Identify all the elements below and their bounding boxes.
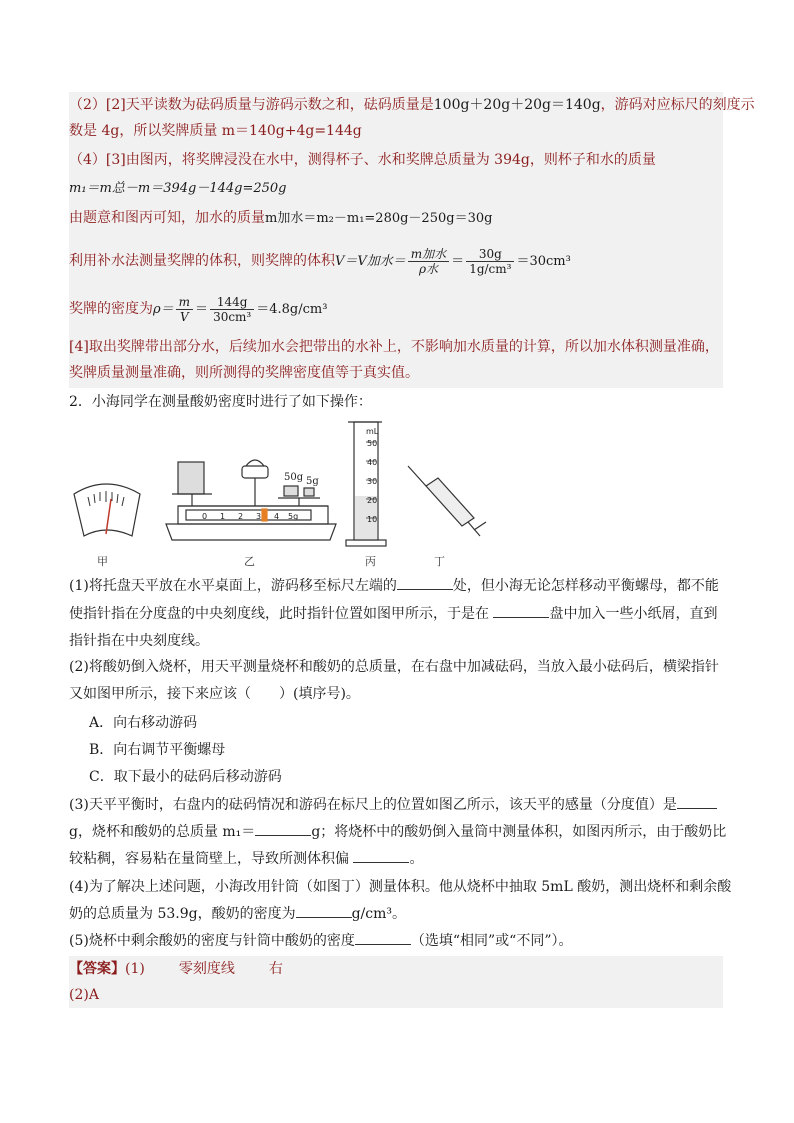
blank-same-different[interactable] xyxy=(355,944,411,945)
answer-value: 右 xyxy=(268,961,283,977)
option-a[interactable] xyxy=(69,712,743,734)
question-text: g，烧杯和酸奶的总质量 m₁＝ xyxy=(69,824,256,840)
syringe-figure xyxy=(408,466,486,536)
question-4-line-2 xyxy=(69,903,723,925)
solution-math: m加水＝m₂－m₁=280g－250g＝30g xyxy=(265,211,493,226)
blank-zero-mark[interactable] xyxy=(397,589,453,590)
cylinder-tick: 30 xyxy=(367,477,378,486)
answer-line-1 xyxy=(69,958,723,980)
question-text: (5)烧杯中剩余酸奶的密度与针筒中酸奶的密度 xyxy=(69,933,355,949)
question-text: 奶的总质量为 53.9g，酸奶的密度为 xyxy=(69,906,296,922)
question-3-line-1 xyxy=(69,794,723,816)
figure-label-ding: 丁 xyxy=(434,555,445,568)
question-3-line-2 xyxy=(69,821,727,843)
solution-line-2 xyxy=(69,120,723,142)
solution-text: 利用补水法测量奖牌的体积，则奖牌的体积 xyxy=(69,253,335,269)
question-text: g；将烧杯中的酸奶倒入量筒中测量体积，如图丙所示，由于酸奶比 xyxy=(311,824,727,840)
answer-value: 零刻度线 xyxy=(178,961,235,977)
question-3-line-3 xyxy=(69,848,723,870)
question-text: g/cm³。 xyxy=(351,906,407,922)
denominator: 1g/cm³ xyxy=(469,261,512,276)
ruler-tick: 4 xyxy=(274,512,280,521)
fraction xyxy=(176,295,193,324)
question-text: (4)为了解决上述问题，小海改用针筒（如图丁）测量体积。他从烧杯中抽取 5mL 酸奶，测出烧杯和剩余酸 xyxy=(69,879,732,895)
cylinder-tick: 20 xyxy=(367,496,378,505)
question-text: (3)天平平衡时，右盘内的砝码情况和游码在标尺上的位置如图乙所示，该天平的感量（分度值）是 xyxy=(69,797,677,813)
option-text: C．取下最小的砝码后移动游码 xyxy=(89,769,282,785)
question-intro xyxy=(69,391,723,413)
answer-tag: 【答案】 xyxy=(69,961,125,977)
solution-line-4 xyxy=(69,178,723,200)
question-2-line-1 xyxy=(69,656,723,678)
solution-text: （4）[3]由图丙，将奖牌浸没在水中，测得杯子、水和奖牌总质量为 394g，则杯子和水的质量 xyxy=(69,152,656,168)
ruler-tick: 1 xyxy=(220,512,226,521)
experiment-figures xyxy=(66,414,496,554)
solution-math: m₁＝m总－m＝394g－144g=250g xyxy=(69,181,287,196)
answer-line-2 xyxy=(69,984,723,1006)
question-text: 又如图甲所示，接下来应该（ ）(填序号)。 xyxy=(69,686,360,702)
question-text: 处，但小海无论怎样移动平衡螺母，都不能 xyxy=(452,578,719,594)
solution-line-1 xyxy=(69,94,755,116)
answer-number: (1) xyxy=(125,961,145,977)
denominator: V xyxy=(180,309,189,324)
blank-scale-division[interactable] xyxy=(677,808,717,809)
question-text: 盘中加入一些小纸屑，直到 xyxy=(549,606,718,622)
question-text: 2．小海同学在测量酸奶密度时进行了如下操作： xyxy=(69,394,372,410)
fraction xyxy=(210,295,254,324)
numerator: 144g xyxy=(210,295,254,310)
solution-text: （2）[2]天平读数为砝码质量与游码示数之和，砝码质量是 xyxy=(69,97,434,113)
solution-line-9 xyxy=(69,362,723,384)
figure-label-jia: 甲 xyxy=(97,555,108,568)
solution-line-5 xyxy=(69,207,723,230)
solution-text: 由题意和图丙可知，加水的质量 xyxy=(69,210,265,226)
question-2-line-2 xyxy=(69,683,723,705)
question-text: (2)将酸奶倒入烧杯，用天平测量烧杯和酸奶的总质量，在右盘中加减砝码，当放入最小砝码后，横梁指针 xyxy=(69,659,719,675)
numerator: m加水 xyxy=(408,247,449,262)
solution-math: V＝V加水＝ xyxy=(335,254,406,269)
question-text: 较粘稠，容易粘在量筒壁上，导致所测体积偏 xyxy=(69,851,349,867)
blank-total-mass[interactable] xyxy=(255,835,311,836)
denominator: ρ水 xyxy=(418,261,438,276)
option-b[interactable] xyxy=(69,739,743,761)
question-text: 使指针指在分度盘的中央刻度线，此时指针位置如图甲所示，于是在 xyxy=(69,606,489,622)
solution-text: 奖牌的密度为 xyxy=(69,301,153,317)
solution-text: 数是 4g，所以奖牌质量 m＝140g+4g=144g xyxy=(69,123,362,139)
answer-value: (2)A xyxy=(69,987,99,1003)
ruler-tick: 3 xyxy=(256,512,262,521)
solution-math: ＝4.8g/cm³ xyxy=(256,302,328,317)
denominator: 30cm³ xyxy=(213,309,252,324)
option-text: A．向右移动游码 xyxy=(89,715,198,731)
ruler-tick: 2 xyxy=(238,512,244,521)
blank-density[interactable] xyxy=(296,917,352,918)
solution-text: 奖牌质量测量准确，则所测得的奖牌密度值等于真实值。 xyxy=(69,365,419,381)
weight-label-2: 5g xyxy=(306,476,319,487)
solution-line-6: 利用补水法测量奖牌的体积，则奖牌的体积V＝V加水＝ $\frac{\text{m加水}}{\text{ρ水}}$ ＝ $\frac{30g}{\text{1g/cm³}}$ ＝30cm³ xyxy=(69,246,571,276)
solution-line-8 xyxy=(69,336,723,358)
question-4-line-1 xyxy=(69,876,732,898)
solution-text: [4]取出奖牌带出部分水，后续加水会把带出的水补上，不影响加水质量的计算，所以加水体积测量准确， xyxy=(69,339,719,355)
figure-label-bing: 丙 xyxy=(365,555,376,568)
ruler-tick: 5g xyxy=(288,512,299,521)
blank-volume-bias[interactable] xyxy=(353,862,409,863)
numerator: 30g xyxy=(466,247,514,262)
blank-pan-side[interactable] xyxy=(493,617,549,618)
question-text: 指针指在中央刻度线。 xyxy=(69,633,209,649)
numerator: m xyxy=(176,295,193,310)
cylinder-unit: mL xyxy=(366,427,379,436)
cylinder-tick: 40 xyxy=(367,458,378,467)
solution-text: ，游码对应标尺的刻度示 xyxy=(600,97,755,113)
fraction xyxy=(408,247,449,276)
cylinder-tick: 10 xyxy=(367,515,378,524)
solution-math: ρ＝ xyxy=(153,302,174,317)
dial-figure xyxy=(74,484,140,536)
ruler-tick: 0 xyxy=(202,512,208,521)
question-text: （选填“相同”或“不同”）。 xyxy=(410,933,573,949)
solution-line-3 xyxy=(69,149,723,171)
figure-label-yi: 乙 xyxy=(244,555,255,568)
question-text: (1)将托盘天平放在水平桌面上，游码移至标尺左端的 xyxy=(69,578,397,594)
fraction xyxy=(466,247,514,276)
weight-label-1: 50g xyxy=(284,472,304,483)
question-1-line-2 xyxy=(69,603,723,625)
question-text: 。 xyxy=(409,851,424,867)
solution-line-7: 奖牌的密度为ρ＝ $\frac{m}{V}$ ＝ $\frac{144g}{\text{30cm³}}$ ＝4.8g/cm³ xyxy=(69,294,328,324)
question-1-line-1 xyxy=(69,575,723,597)
question-5-line-1 xyxy=(69,930,723,952)
option-c[interactable] xyxy=(69,766,743,788)
cylinder-figure xyxy=(346,422,386,546)
question-1-line-3 xyxy=(69,630,723,652)
option-text: B．向右调节平衡螺母 xyxy=(89,742,226,758)
solution-math: ＝30cm³ xyxy=(516,254,571,269)
solution-math: 100g＋20g＋20g＝140g xyxy=(433,97,601,113)
cylinder-tick: 50 xyxy=(367,439,378,448)
balance-figure xyxy=(166,460,336,540)
